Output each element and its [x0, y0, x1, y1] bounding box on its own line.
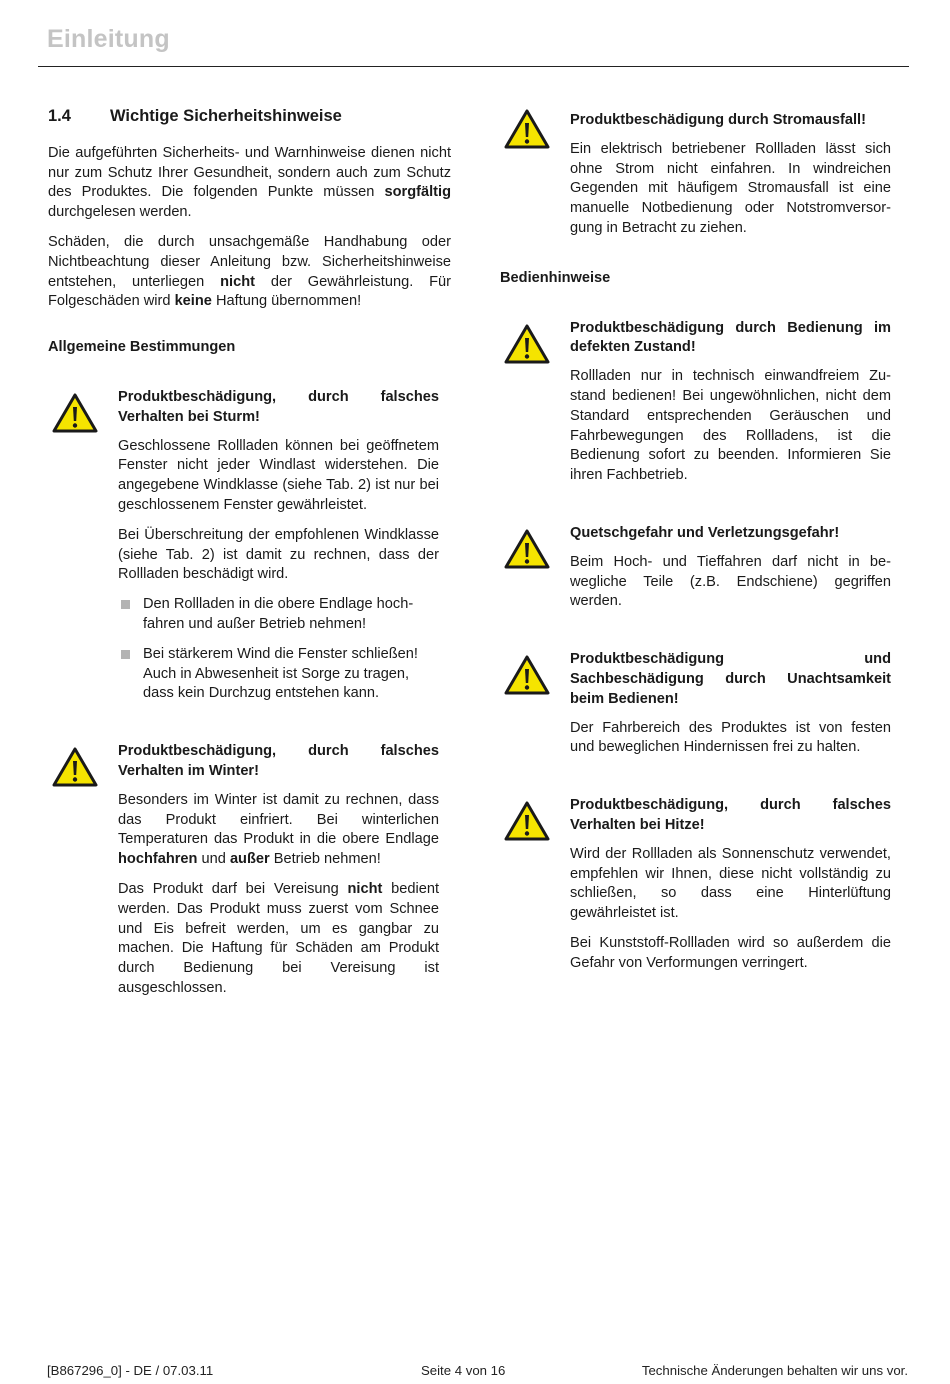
warning-triangle-icon — [52, 393, 98, 433]
list-item — [118, 595, 439, 635]
bullet-list — [118, 595, 439, 704]
warning-paragraph-1: Der Fahrbereich des Produktes ist von festen und beweglichen Hindernissen frei zu halten. — [570, 719, 891, 756]
left-column — [48, 104, 451, 1037]
warning-title: Produktbeschädigung und Sachbeschädigung durch Unachtsamkeit beim Bedienen! — [570, 651, 891, 707]
list-item-text: Den Rollladen in die obere Endlage hochfahren und außer Betrieb nehmen! — [143, 596, 414, 632]
warning-title — [118, 388, 439, 428]
intro-paragraph-1: Die aufgeführten Sicherheits- und Warnhinweise dienen nicht nur zum Schutz Ihrer Gesundheit, sondern auch zum Schutz des Produktes. Die folgenden Punkte müssen sorgfältig durchgelesen werden. — [48, 144, 451, 221]
warning-title-line-1: Produktbeschädigung, durch falsches — [118, 743, 439, 760]
section-number: 1.4 — [48, 107, 71, 125]
footer-notice: Technische Änderungen behalten wir uns vor. — [641, 1363, 908, 1378]
section-heading — [48, 104, 451, 127]
warning-triangle-icon — [504, 655, 550, 695]
right-column — [500, 104, 891, 1012]
warning-triangle-icon — [504, 529, 550, 569]
list-item-text: Bei stärkerem Wind die Fenster schließen! Auch in Abwesenheit ist Sorge zu tragen, dass kein Durchzug entstehen kann. — [143, 645, 418, 702]
list-item — [118, 645, 439, 704]
warning-paragraph-1: Wird der Rollladen als Sonnenschutz verwendet, empfehlen wir Ihnen, diese nicht vollständig zu schließen, so dass eine Hinterlüftung gewährleistet ist. — [570, 845, 891, 922]
square-bullet-icon — [121, 650, 130, 659]
warning-title — [118, 742, 439, 782]
footer-page-number: Seite 4 von 16 — [421, 1363, 506, 1378]
warning-inattention — [500, 650, 891, 758]
warning-title-line-2: Verhalten bei Hitze! — [570, 816, 705, 833]
warning-storm — [48, 388, 439, 704]
warning-paragraph-1: Rollladen nur in technisch einwandfreiem Zustand bedienen! Bei ungewöhnlichen, nicht dem Standard entsprechenden Geräuschen und Fahrbewegungen des Rollladens, ist die Bedienung sofort zu beenden. Informieren Sie ihren Fachbetrieb. — [570, 368, 891, 484]
warning-paragraph-2: Bei Überschreitung der empfohlenen Windklasse (siehe Tab. 2) ist damit zu rechnen, dass der Rollladen beschädigt wird. — [118, 526, 439, 583]
page-header-title: Einleitung — [47, 25, 170, 53]
warning-paragraph-2: Bei Kunststoff-Rollladen wird so außerdem die Gefahr von Verformungen verringert. — [570, 934, 891, 971]
warning-title: Produktbeschädigung durch Bedienung im defekten Zustand! — [570, 319, 891, 356]
warning-triangle-icon — [504, 324, 550, 364]
footer-doc-ref: [B867296_0] - DE / 07.03.11 — [47, 1363, 214, 1378]
warning-paragraph-1: Ein elektrisch betriebener Rollladen lässt sich ohne Strom nicht einfahren. In windreichen Gegenden mit häufigem Stromausfall ist eine manuelle Notbedienung oder Notstromversorgung in Betracht zu ziehen. — [570, 140, 891, 236]
warning-title-line-1: Produktbeschädigung, durch falsches — [570, 797, 891, 814]
warning-heat — [500, 796, 891, 973]
warning-title-line-1: Produktbeschädigung, durch falsches — [118, 388, 439, 405]
warning-paragraph-1: Beim Hoch- und Tieffahren darf nicht in bewegliche Teile (z.B. Endschiene) gegriffen werden. — [570, 553, 891, 610]
warning-triangle-icon — [504, 801, 550, 841]
warning-winter — [48, 742, 439, 999]
header-rule — [38, 66, 909, 67]
warning-triangle-icon — [504, 109, 550, 149]
warning-power-outage — [500, 104, 891, 239]
subheading-operating-notes: Bedienhinweise — [500, 269, 611, 286]
square-bullet-icon — [121, 600, 130, 609]
warning-paragraph-1: Besonders im Winter ist damit zu rechnen, dass das Produkt einfriert. Bei winterlichen Temperaturen das Produkt in die obere Endlage hochfahren und außer Betrieb nehmen! — [118, 791, 439, 868]
warning-title: Produktbeschädigung durch Stromausfall! — [570, 112, 866, 128]
warning-defect — [500, 319, 891, 486]
warning-title — [570, 796, 891, 836]
intro-paragraph-2: Schäden, die durch unsachgemäße Handhabung oder Nichtbeachtung dieser Anleitung bzw. Sicherheitshinweise entstehen, unterliegen nicht der Gewährleistung. Für Folgeschäden wird keine Haftung übernommen! — [48, 233, 452, 310]
subheading-general-rules: Allgemeine Bestimmungen — [48, 339, 236, 356]
warning-title-line-2: Verhalten bei Sturm! — [118, 408, 260, 425]
warning-triangle-icon — [52, 747, 98, 787]
warning-paragraph-1: Geschlossene Rollladen können bei geöffnetem Fenster nicht jeder Windlast widerstehen. Die angegebene Windklasse (siehe Tab. 2) ist nur bei geschlossenem Fenster gewährleistet. — [118, 437, 439, 513]
section-title: Wichtige Sicherheitshinweise — [110, 107, 342, 125]
warning-title: Quetschgefahr und Verletzungsgefahr! — [570, 524, 840, 541]
warning-crush — [500, 524, 891, 612]
warning-paragraph-2: Das Produkt darf bei Vereisung nicht bedient werden. Das Produkt muss zuerst vom Schnee und Eis befreit werden, um es gangbar zu machen. Die Haftung für Schäden am Produkt durch Bedienung bei Vereisung ist ausgeschlossen. — [118, 880, 439, 996]
warning-title-line-2: Verhalten im Winter! — [118, 762, 259, 779]
